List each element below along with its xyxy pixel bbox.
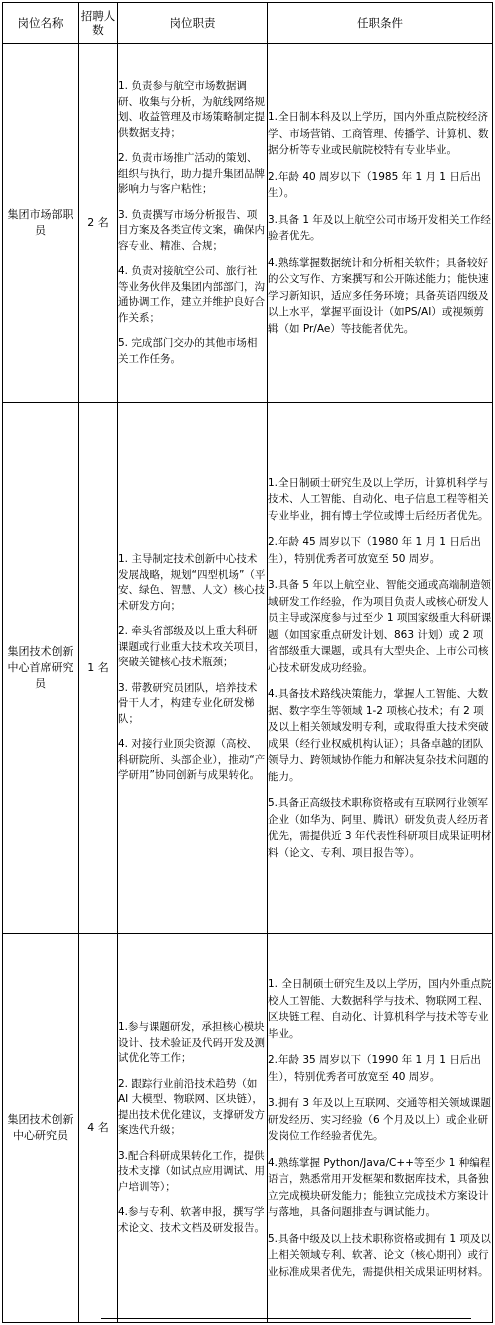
header-duties: 岗位职责 <box>118 3 268 44</box>
requirements-cell <box>268 44 493 403</box>
table-row <box>3 403 493 934</box>
duty-item: 4. 负责对接航空公司、旅行社等业务伙伴及集团内部部门，沟通协调工作，建立并维护良好合作关系； <box>118 265 265 324</box>
duty-item: 5. 完成部门交办的其他市场相关工作任务。 <box>118 337 258 365</box>
requirement-item: 5.具备中级及以上技术职称资格或拥有 1 项及以上相关领域专利、软著、论文（核心期刊）或行业标准成果者优先，需提供相关成果证明材料。 <box>268 1232 491 1278</box>
header-headcount: 招聘人数 <box>79 3 118 44</box>
headcount: 2 名 <box>79 44 118 403</box>
headcount: 4 名 <box>79 934 118 1323</box>
requirement-item: 2.年龄 45 周岁以下（1980 年 1 月 1 日后出生），特别优秀者可放宽至 50 周岁。 <box>268 536 481 565</box>
requirement-item: 3.拥有 3 年及以上互联网、交通等相关领域课题研发经历、实习经验（6 个月及以上）或企业研发岗位工作经验者优先。 <box>268 1097 491 1142</box>
header-position-name: 岗位名称 <box>3 3 79 44</box>
table-header-row <box>3 3 493 44</box>
duty-item: 2. 负责市场推广活动的策划、组织与执行，助力提升集团品牌影响力与客户粘性； <box>118 152 265 195</box>
requirements-cell <box>268 934 493 1323</box>
requirement-item: 2.年龄 40 周岁以下（1985 年 1 月 1 日后出生）。 <box>268 170 481 199</box>
duty-item: 1. 负责参与航空市场数据调研、收集与分析，为航线网络规划、收益管理及市场策略制定提供数据支持； <box>118 80 265 139</box>
headcount: 1 名 <box>79 403 118 934</box>
requirement-item: 3.具备 1 年及以上航空公司市场开发相关工作经验者优先。 <box>268 213 491 242</box>
duty-item: 3. 带教研究员团队，培养技术骨干人才，构建专业化研发梯队； <box>118 681 258 725</box>
duty-item: 3. 负责撰写市场分析报告、项目方案及各类宣传文案，确保内容专业、精准、合规； <box>118 208 265 252</box>
requirement-item: 5.具备正高级技术职称资格或有互联网行业领军企业（如华为、阿里、腾讯）研发负责人经历者优先，需提供近 3 年代表性科研项目成果证明材料（论文、专利、项目报告等）。 <box>268 797 492 859</box>
table-row <box>3 44 493 403</box>
duty-item: 1.参与课题研发，承担核心模块设计、技术验证及代码开发及测试优化等工作； <box>118 1021 265 1064</box>
recruitment-table <box>2 2 493 1323</box>
duties-cell <box>118 934 268 1323</box>
duty-item: 4.参与专利、软著申报，撰写学术论文、技术文档及研发报告。 <box>118 1206 265 1234</box>
requirements-cell <box>268 403 493 934</box>
duty-item: 2. 跟踪行业前沿技术趋势（如 AI 大模型、物联网、区块链），提出技术优化建议，支撑研发方案迭代升级； <box>118 1077 265 1136</box>
requirement-item: 4.具备技术路线决策能力，掌握人工智能、大数据、数字孪生等领域 1-2 项核心技术；有 2 项及以上相关领域发明专利，或取得重大技术突破成果（经行业权威机构认证）；具备卓越的团队领导力、跨领域协作能力和解决复杂技术问题的能力。 <box>268 688 489 783</box>
requirement-item: 1.全日制本科及以上学历，国内外重点院校经济学、市场营销、工商管理、传播学、计算机、数据分析等专业或民航院校特有专业毕业。 <box>268 111 489 156</box>
requirement-item: 2.年龄 35 周岁以下（1990 年 1 月 1 日后出生），特别优秀者可放宽至 40 周岁。 <box>268 1054 481 1083</box>
table-row <box>3 934 493 1323</box>
duty-item: 1. 主导制定技术创新中心技术发展战略，规划“四型机场”（平安、绿色、智慧、人文）核心技术研发方向； <box>118 553 266 612</box>
requirement-item: 1. 全日制硕士研究生及以上学历，国内外重点院校人工智能、大数据科学与技术、物联网工程、区块链工程、自动化、计算机科学与技术等专业毕业。 <box>268 978 492 1040</box>
duties-cell <box>118 403 268 934</box>
requirement-item: 4.熟练掌握数据统计和分析相关软件；具备较好的公文写作、方案撰写和公开陈述能力；能快速学习新知识，适应多任务环境；具备英语四级及以上水平，掌握平面设计（如PS/AI）或视频剪辑（如 Pr/Ae）等技能者优先。 <box>268 256 489 335</box>
position-name: 集团技术创新中心研究员 <box>3 934 79 1323</box>
duty-item: 4. 对接行业顶尖资源（高校、科研院所、头部企业），推动“产学研用”协同创新与成果转化。 <box>118 738 266 782</box>
duty-item: 3.配合科研成果转化工作，提供技术支撑（如试点应用调试、用户培训等）； <box>118 1149 265 1193</box>
footer-rule <box>101 1318 471 1319</box>
duty-item: 2. 牵头省部级及以上重大科研课题或行业重大技术攻关项目，突破关键核心技术瓶颈； <box>118 625 265 669</box>
position-name: 集团市场部职员 <box>3 44 79 403</box>
header-requirements: 任职条件 <box>268 3 493 44</box>
requirement-item: 1.全日制硕士研究生及以上学历，计算机科学与技术、人工智能、自动化、电子信息工程等相关专业毕业，拥有博士学位或博士后经历者优先。 <box>268 476 489 522</box>
position-name: 集团技术创新中心首席研究员 <box>3 403 79 934</box>
requirement-item: 3.具备 5 年以上航空业、智能交通或高端制造领域研发工作经验，作为项目负责人或核心研发人员主导或深度参与过至少 1 项国家级重大科研课题（如国家重点研发计划、863 计划）或 2 项省部级重大课题，或具有大型央企、上市公司核心技术研发成功经验。 <box>268 579 492 674</box>
requirement-item: 4.熟练掌握 Python/Java/C++等至少 1 种编程语言，熟悉常用开发框架和数据库技术，具备独立完成模块研发能力；能独立完成技术方案设计与落地，具备问题排查与调试能力。 <box>268 1156 491 1218</box>
duties-cell <box>118 44 268 403</box>
